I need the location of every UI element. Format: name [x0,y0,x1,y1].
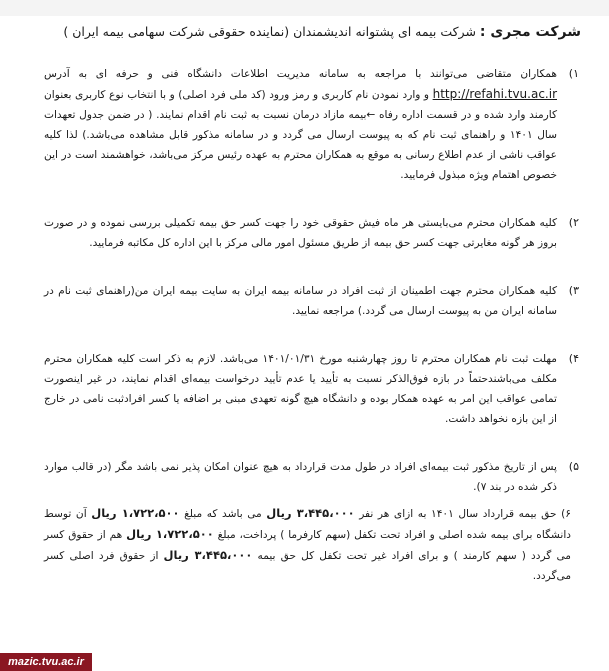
regulations-list [44,64,579,614]
item-text: مهلت ثبت نام همکاران محترم تا روز چهارشنبه مورخ ۱۴۰۱/۰۱/۳۱ می‌باشد. لازم به ذکر است کلیه همکاران محترم مکلف می‌باشندحتماً در بازه فوق‌الذکر نسبت به تأیید یا عدم تأیید درخواست بیمه‌ای اقدام نمایند، در غیر اینصورت تمامی عواقب این امر به عهده همکار بوده و دانشگاه هیچ گونه تعهدی مبنی بر اضافه یا کسر افرادثبت نامی در خارج از این بازه نخواهد داشت. [44,353,557,425]
item-text: آن توسط دانشگاه برای بیمه شده اصلی و افراد تحت تکفل (سهم کارفرما ) پرداخت، مبلغ [44,508,571,541]
list-item-1 [44,64,579,185]
non-dependent-premium-amount: ۳،۴۴۵،۰۰۰ ریال [163,548,253,562]
item-number: ۳) [568,284,579,297]
contractor-label: شرکت مجری : [479,24,581,40]
list-item-5 [44,457,579,497]
premium-total-amount: ۳،۴۴۵،۰۰۰ ریال [266,506,355,520]
item-text: از حقوق فرد اصلی کسر می‌گردد. [44,550,571,582]
item-number: ۵) [568,460,579,473]
employer-share-amount: ۱،۷۲۲،۵۰۰ ریال [91,506,180,520]
item-text: حق بیمه قرارداد سال ۱۴۰۱ به ازای هر نفر [359,508,557,520]
item-text: هم از حقوق کسر می گردد ( سهم کارمند ) و برای افراد غیر تحت تکفل کل حق بیمه [44,529,571,562]
item-text: می باشد که مبلغ [184,508,262,520]
site-url-badge: mazic.tvu.ac.ir [0,653,92,671]
list-item-3 [44,281,579,321]
item-number: ۲) [568,216,579,229]
item-number: ۱) [568,67,579,80]
contractor-line [21,22,581,42]
item-text: کلیه همکاران محترم جهت اطمینان از ثبت افراد در سامانه بیمه ایران به سایت بیمه ایران من(راهنمای ثبت نام در سامانه ایران من به پیوست ارسال می گردد.) مراجعه نمایید. [44,285,557,317]
contractor-text: شرکت بیمه ای پشتوانه اندیشمندان (نماینده حقوقی شرکت سهامی بیمه ایران ) [63,24,476,39]
item-text-after-link: و وارد نمودن نام کاربری و رمز ورود (کد ملی فرد اصلی) و با انتخاب نوع کاربری بعنوان کارمند وارد شده و در قسمت اداره رفاه ←بیمه مازاد درمان نسبت به ثبت نام اقدام نمایند. ( در ضمن جدول تعهدات سال ۱۴۰۱ و راهنمای ثبت نام که به پیوست ارسال می گردد و در سامانه مذکور قابل مشاهده می‌باشد.) لذا کلیه عواقب ناشی از عدم اطلاع رسانی به موقع به همکاران محترم به عهده رئیس مرکز می‌باشد، خواهشمند است در این خصوص اهتمام ویژه مبذول فرمایید. [44,89,557,181]
refahi-portal-link[interactable]: http://refahi.tvu.ac.ir [432,87,557,101]
list-item-4 [44,349,579,429]
list-item-6 [44,503,579,586]
list-item-2 [44,213,579,253]
item-number: ۶) [561,508,571,520]
employee-share-amount: ۱،۷۲۲،۵۰۰ ریال [126,527,214,541]
item-text: پس از تاریخ مذکور ثبت بیمه‌ای افراد در طول مدت قرارداد به هیچ عنوان امکان پذیر نمی باشد مگر (در قالب موارد ذکر شده در بند ۷). [44,461,557,493]
item-text-before-link: همکاران متقاضی می‌توانند با مراجعه به سامانه مدیریت اطلاعات دانشگاه فنی و حرفه ای به آدرس [44,68,557,80]
item-text: کلیه همکاران محترم می‌بایستی هر ماه فیش حقوقی خود را جهت کسر حق بیمه تکمیلی بررسی نموده و در صورت بروز هر گونه مغایرتی جهت کسر حق بیمه از طریق مسئول امور مالی مرکز با این اداره کل مکاتبه فرمایید. [44,217,557,249]
item-number: ۴) [568,352,579,365]
page-footer [0,653,609,671]
page-header-bar [0,0,609,16]
